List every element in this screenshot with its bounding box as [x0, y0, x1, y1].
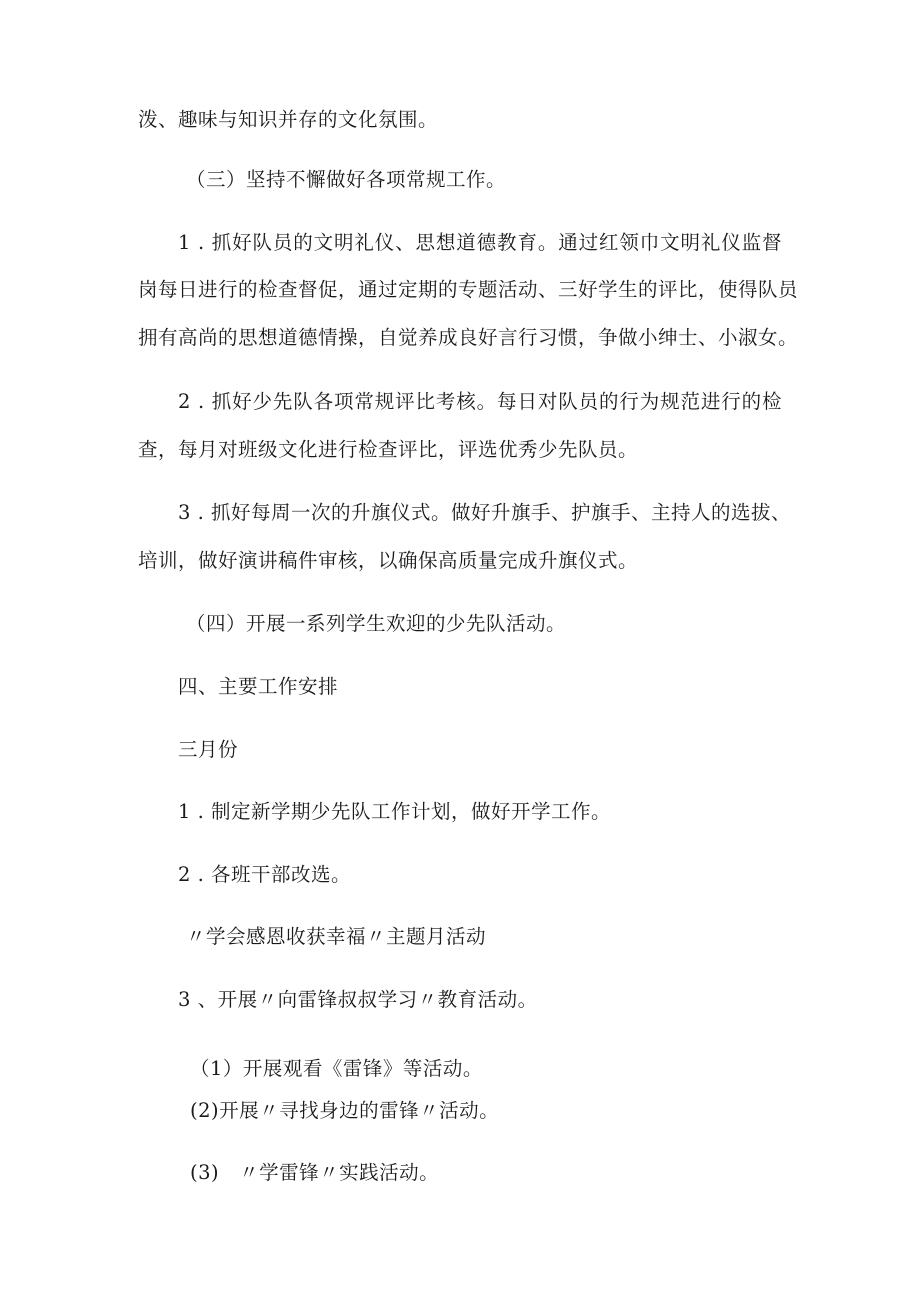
- text-line: 培训，做好演讲稿件审核，以确保高质量完成升旗仪式。: [138, 549, 639, 572]
- sub-list-item: （1）开展观看《雷锋》等活动。: [190, 1057, 483, 1080]
- list-item-text: 1 . 制定新学期少先队工作计划，做好开学工作。: [178, 800, 612, 823]
- text-line: 泼、趣味与知识并存的文化氛围。: [138, 108, 439, 131]
- text-line: 岗每日进行的检查督促，通过定期的专题活动、三好学生的评比，使得队员: [138, 278, 799, 301]
- list-item-text: 3 、开展〃向雷锋叔叔学习〃教育活动。: [178, 988, 538, 1011]
- sub-list-item: (3) 〃学雷锋〃实践活动。: [190, 1161, 440, 1184]
- text-line: 拥有高尚的思想道德情操，自觉养成良好言行习惯，争做小绅士、小淑女。: [138, 326, 799, 349]
- list-item-text: 2 . 各班干部改选。: [178, 863, 352, 886]
- section-heading: （三）坚持不懈做好各项常规工作。: [186, 168, 507, 191]
- list-item-text: 3 . 抓好每周一次的升旗仪式。做好升旗手、护旗手、主持人的选拔、: [178, 501, 792, 524]
- sub-list-item: (2)开展〃寻找身边的雷锋〃活动。: [190, 1099, 500, 1122]
- list-item-text: 2 . 抓好少先队各项常规评比考核。每日对队员的行为规范进行的检: [178, 390, 782, 413]
- text-line: 查，每月对班级文化进行检查评比，评选优秀少先队员。: [138, 438, 639, 461]
- list-item-text: 1 . 抓好队员的文明礼仪、思想道德教育。通过红领巾文明礼仪监督: [178, 231, 782, 254]
- text-line: 〃学会感恩收获幸福〃主题月活动: [186, 925, 487, 948]
- month-heading: 三月份: [178, 738, 239, 761]
- section-heading: 四、主要工作安排: [178, 675, 339, 698]
- section-heading: （四）开展一系列学生欢迎的少先队活动。: [186, 612, 567, 635]
